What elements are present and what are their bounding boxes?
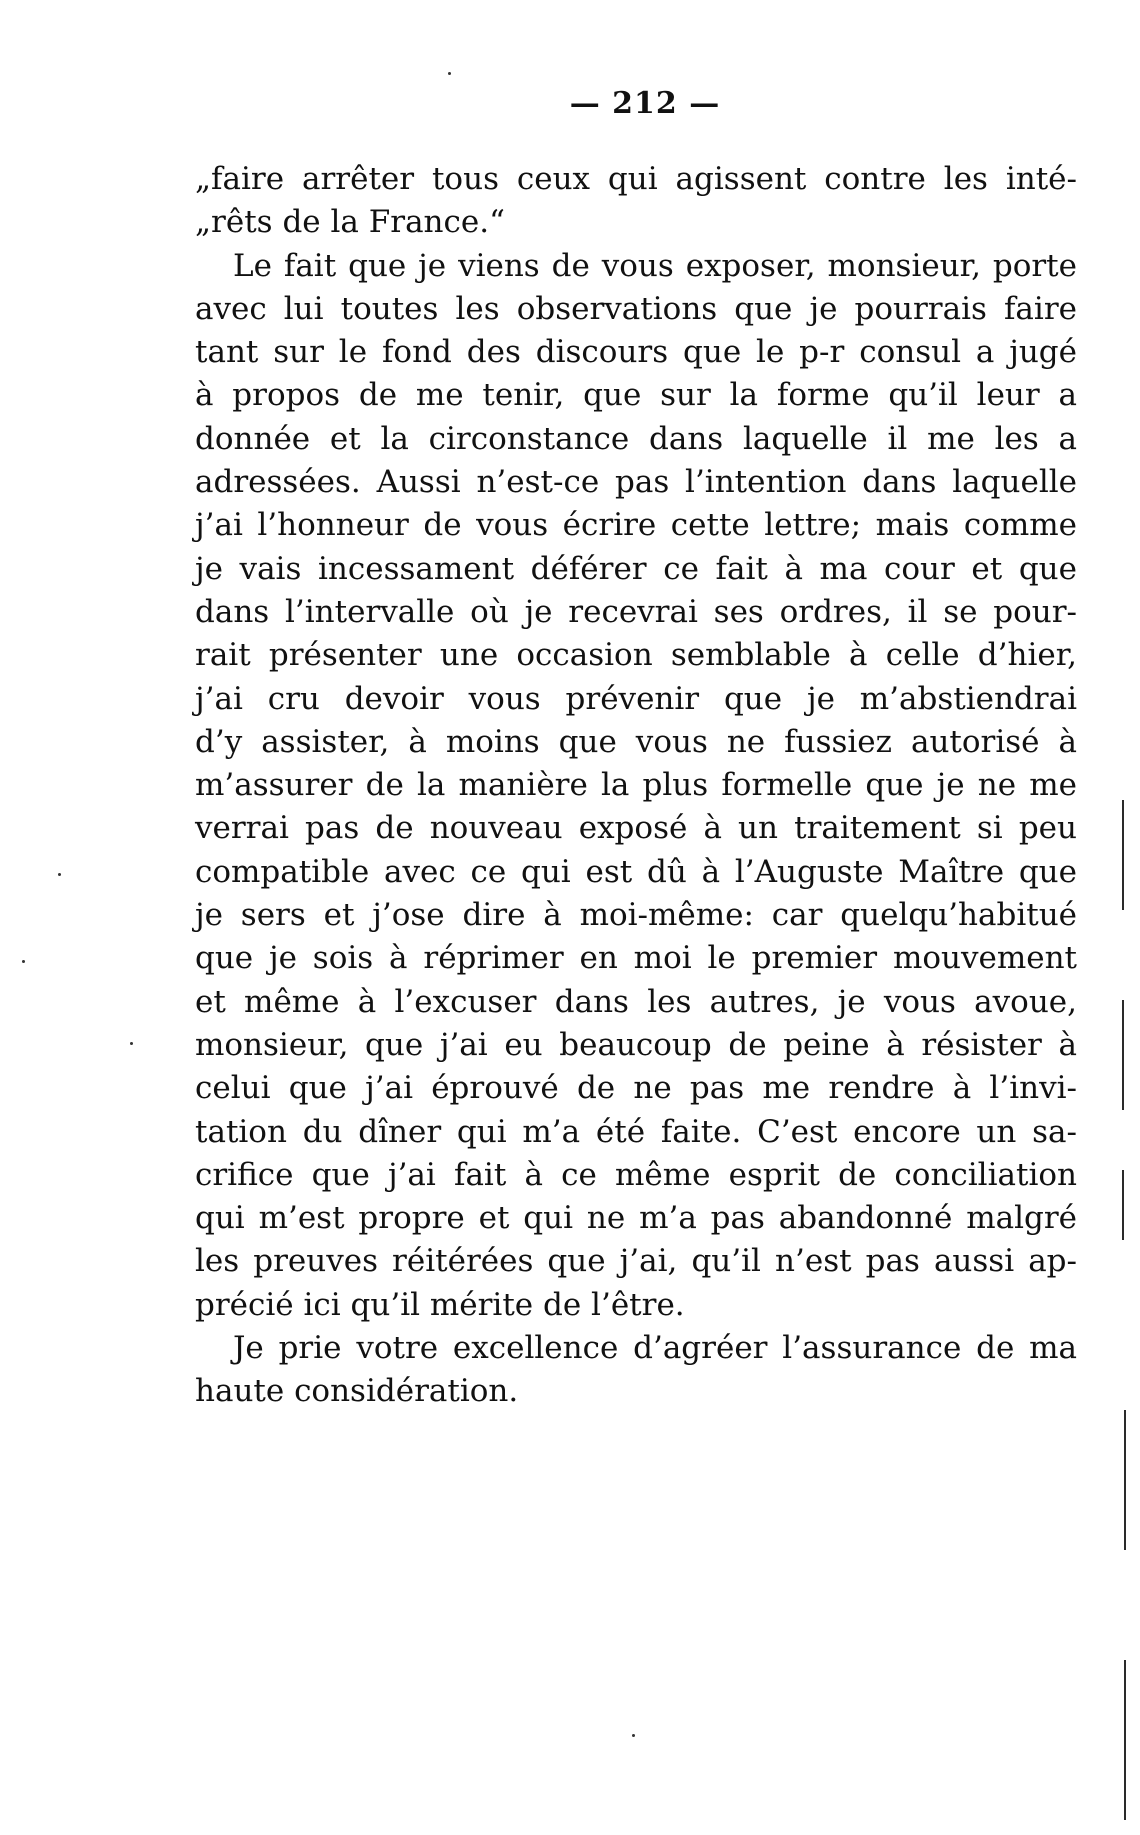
text-line: Le fait que je viens de vous exposer, monsieur, porte	[233, 247, 1077, 284]
scan-speck	[58, 873, 61, 876]
text-line: adressées. Aussi n’est-ce pas l’intention dans laquelle	[195, 464, 1077, 501]
text-line: dans l’intervalle où je recevrai ses ordres, il se pour-	[195, 593, 1077, 630]
scan-speck	[22, 960, 25, 963]
letter-text	[195, 158, 1077, 1414]
text-line: précié ici qu’il mérite de l’être.	[195, 1286, 685, 1323]
text-line: compatible avec ce qui est dû à l’Auguste Maître que	[195, 853, 1077, 890]
text-line: qui m’est propre et qui ne m’a pas abandonné malgré	[195, 1200, 1077, 1237]
scan-edge-line	[1122, 1170, 1124, 1240]
text-line: haute considération.	[195, 1373, 519, 1410]
text-line: „faire arrêter tous ceux qui agissent contre les inté-	[195, 161, 1077, 197]
text-line: tant sur le fond des discours que le p-r consul a jugé	[195, 334, 1077, 371]
text-line: j’ai cru devoir vous prévenir que je m’abstiendrai	[195, 680, 1077, 717]
text-line: et même à l’excuser dans les autres, je vous avoue,	[195, 983, 1077, 1020]
text-line: verrai pas de nouveau exposé à un traitement si peu	[195, 810, 1077, 847]
text-line: monsieur, que j’ai eu beaucoup de peine à résister à	[195, 1026, 1077, 1063]
scan-edge-line	[1122, 1000, 1124, 1110]
text-line: donnée et la circonstance dans laquelle il me les a	[195, 420, 1077, 457]
text-line: tation du dîner qui m’a été faite. C’est encore un sa-	[195, 1113, 1077, 1150]
text-line: crifice que j’ai fait à ce même esprit de conciliation	[195, 1156, 1077, 1193]
text-line: m’assurer de la manière la plus formelle que je ne me	[195, 767, 1077, 804]
text-line: à propos de me tenir, que sur la forme qu’il leur a	[195, 377, 1077, 414]
text-line: que je sois à réprimer en moi le premier mouvement	[195, 940, 1077, 977]
scan-edge-line	[1124, 1410, 1126, 1550]
text-line: les preuves réitérées que j’ai, qu’il n’est pas aussi ap-	[195, 1243, 1077, 1280]
scan-edge-line	[1122, 800, 1124, 910]
text-line: avec lui toutes les observations que je pourrais faire	[195, 290, 1077, 327]
text-line: j’ai l’honneur de vous écrire cette lettre; mais comme	[195, 507, 1077, 544]
text-line: rait présenter une occasion semblable à celle d’hier,	[195, 637, 1077, 674]
scan-speck	[632, 1734, 635, 1737]
scan-speck	[130, 1042, 133, 1045]
text-line: celui que j’ai éprouvé de ne pas me rendre à l’invi-	[195, 1070, 1077, 1107]
page-number: — 212 —	[569, 86, 721, 121]
text-line: „rêts de la France.“	[195, 204, 505, 241]
text-line: je sers et j’ose dire à moi-même: car quelqu’habitué	[195, 897, 1077, 934]
text-line: je vais incessament déférer ce fait à ma cour et que	[195, 550, 1077, 587]
scan-speck	[448, 72, 451, 75]
scan-edge-line	[1124, 1660, 1126, 1820]
text-line: Je prie votre excellence d’agréer l’assurance de ma	[233, 1330, 1077, 1367]
text-line: d’y assister, à moins que vous ne fussiez autorisé à	[195, 723, 1077, 760]
